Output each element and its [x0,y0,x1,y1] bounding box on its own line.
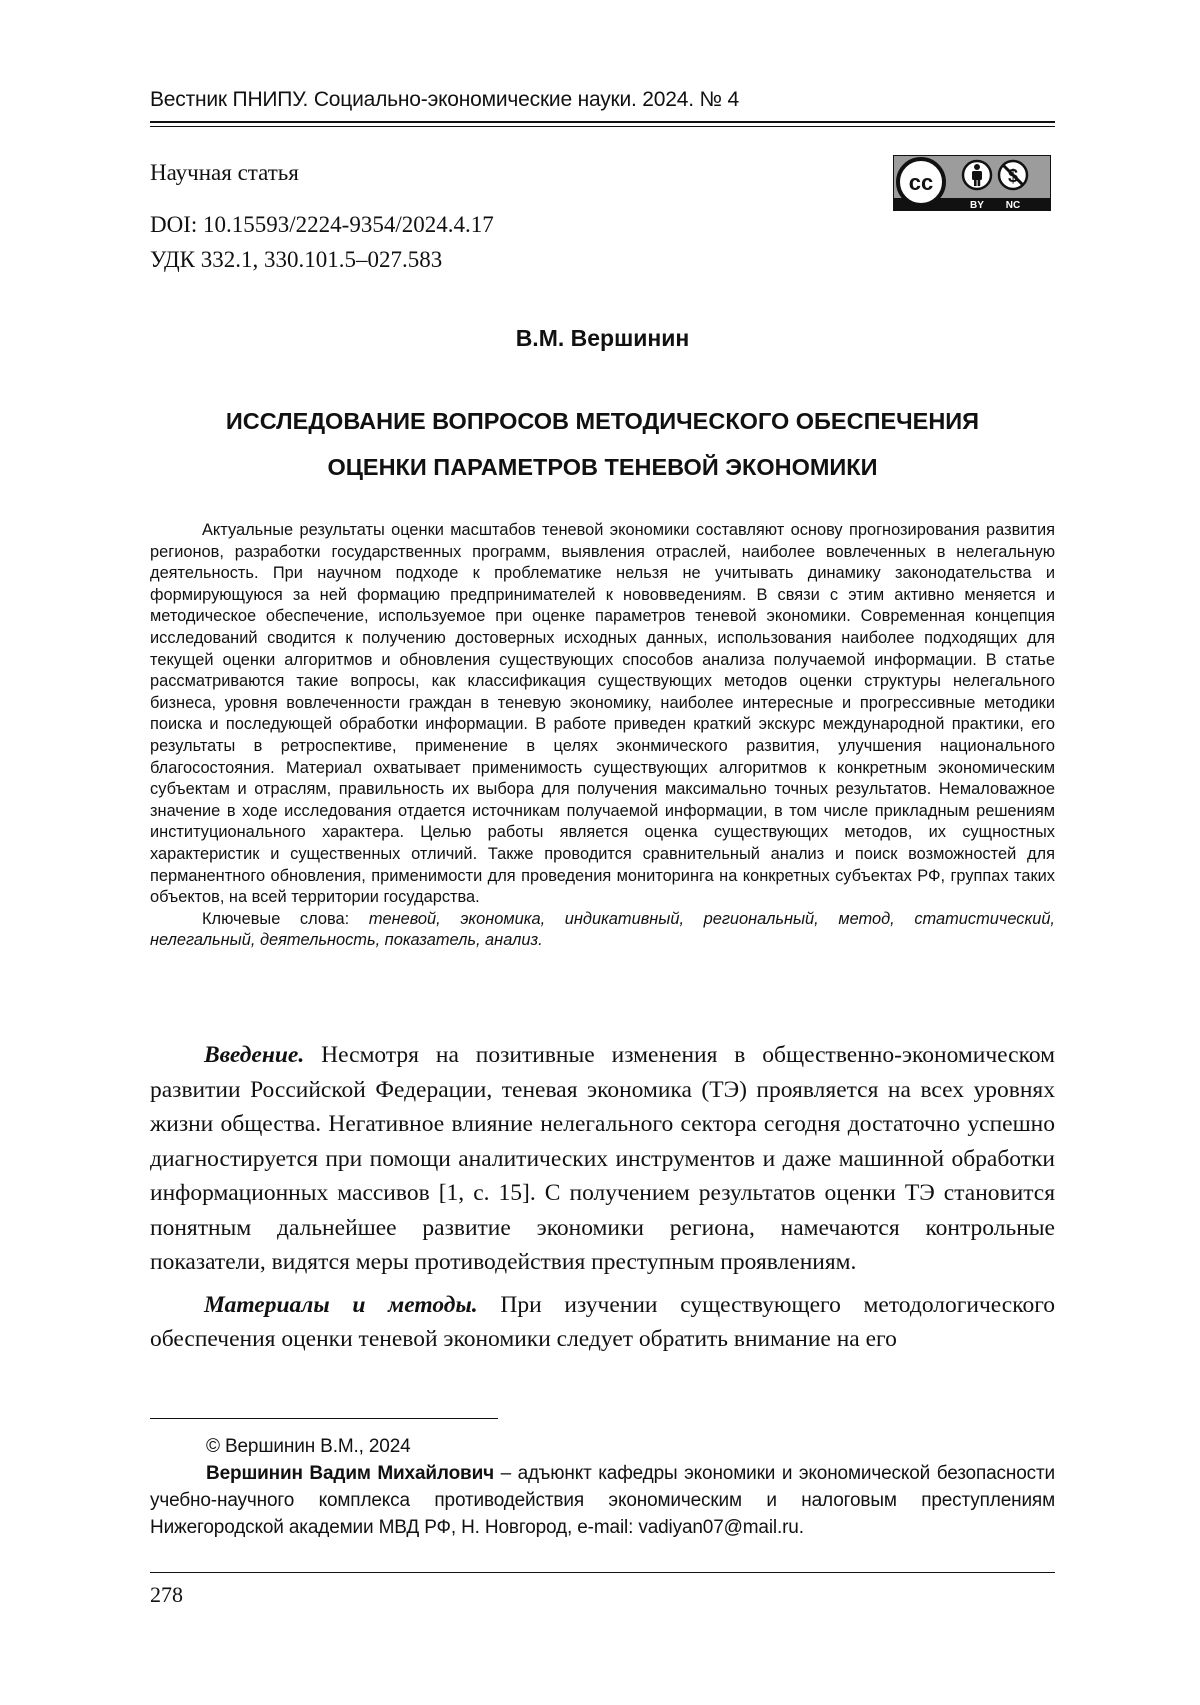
cc-by-nc-license-badge [893,155,1051,211]
intro-text: Несмотря на позитивные изменения в общественно-экономическом развитии Российской Федерации, теневая экономика (ТЭ) проявляется на всех уровнях жизни общества. Негативное влияние нелегального сектора сегодня достаточно успешно диагностируется при помощи аналитических инструментов и даже машинной обработки информационных массивов [1, с. 15]. С получением результатов оценки ТЭ становится понятным дальнейшее развитие экономики региона, намечаются контрольные показатели, видятся меры противодействия преступным проявлениям. [150,1042,1055,1275]
footnote-rule [150,1418,498,1419]
intro-paragraph [150,1038,1055,1280]
intro-heading: Введение. [204,1042,304,1068]
article-body [150,1038,1055,1365]
nc-label: NC [1006,200,1020,211]
copyright-line: © Вершинин В.М., 2024 [150,1433,1055,1460]
header-rule [150,121,1055,123]
cc-icon [898,159,944,205]
author-full-name: Вершинин Вадим Михайлович [206,1463,494,1484]
footnote [150,1433,1055,1541]
article-title-line-2: ОЦЕНКИ ПАРАМЕТРОВ ТЕНЕВОЙ ЭКОНОМИКИ [150,444,1055,490]
footer-rule [150,1572,1055,1573]
running-head: Вестник ПНИПУ. Социально-экономические науки. 2024. № 4 [150,88,1055,112]
article-title [150,398,1055,490]
keywords-label: Ключевые слова: [202,910,369,928]
article-type: Научная статья [150,160,299,186]
udc: УДК 332.1, 330.101.5–027.583 [150,247,442,273]
keywords [150,909,1055,952]
noncommercial-icon [999,161,1027,189]
author-bio-text: – адъюнкт кафедры экономики и экономической безопасности учебно-научного комплекса противодействия экономическим и налоговым преступлениям Нижегородской академии МВД РФ, Н. Новгород, e-mail: vadiyan07@mail.ru. [150,1463,1055,1538]
methods-text: При изучении существующего методологического обеспечения оценки теневой экономики следует обратить внимание на его [150,1292,1055,1353]
article-title-line-1: ИССЛЕДОВАНИЕ ВОПРОСОВ МЕТОДИЧЕСКОГО ОБЕСПЕЧЕНИЯ [150,398,1055,444]
header-rule-thin [150,126,1055,127]
methods-heading: Материалы и методы. [204,1292,478,1318]
doi: DOI: 10.15593/2224-9354/2024.4.17 [150,212,494,238]
cc-label: cc [909,170,933,195]
by-label: BY [970,200,984,211]
abstract-text: Актуальные результаты оценки масштабов теневой экономики составляют основу прогнозирования развития регионов, разработки государственных программ, выявления отраслей, наиболее вовлеченных в нелегальную деятельность. При научном подходе к проблематике нельзя не учитывать динамику законодательства и формирующуюся за ней формацию предпринимателей к нововведениям. В связи с этим активно меняется и методическое обеспечение, используемое при оценке параметров теневой экономики. Современная концепция исследований сводится к получению достоверных исходных данных, использования наиболее подходящих для текущей оценки алгоритмов и обновления существующих способов анализа получаемой информации. В статье рассматриваются такие вопросы, как классификация существующих методов оценки структуры нелегального бизнеса, уровня вовлеченности граждан в теневую экономику, наиболее интересные и прогрессивные методики поиска и последующей обработки информации. В работе приведен краткий экскурс международной практики, его результаты в ретроспективе, применение в целях эконмического развития, улучшения национального благосостояния. Материал охватывает применимость существующих алгоритмов к конкретным экономическим субъектам и отраслям, правильность их выбора для получения максимально точных результатов. Немаловажное значение в ходе исследования отдается источникам получаемой информации, в том числе прикладным решениям институционального характера. Целью работы является оценка существующих методов, их сущностных характеристик и существенных отличий. Также проводится сравнительный анализ и поиск возможностей для перманентного обновления, применимости для проведения мониторинга на конкретных субъектах РФ, группах таких объектов, на всей территории государства. [150,520,1055,909]
author-name: В.М. Вершинин [150,325,1055,352]
keywords-list: теневой, экономика, индикативный, региональный, метод, статистический, нелегальный, деятельность, показатель, анализ. [150,910,1055,950]
page-number: 278 [150,1582,183,1608]
attribution-icon [963,161,991,189]
abstract [150,520,1055,952]
author-bio [150,1460,1055,1541]
methods-paragraph [150,1288,1055,1357]
